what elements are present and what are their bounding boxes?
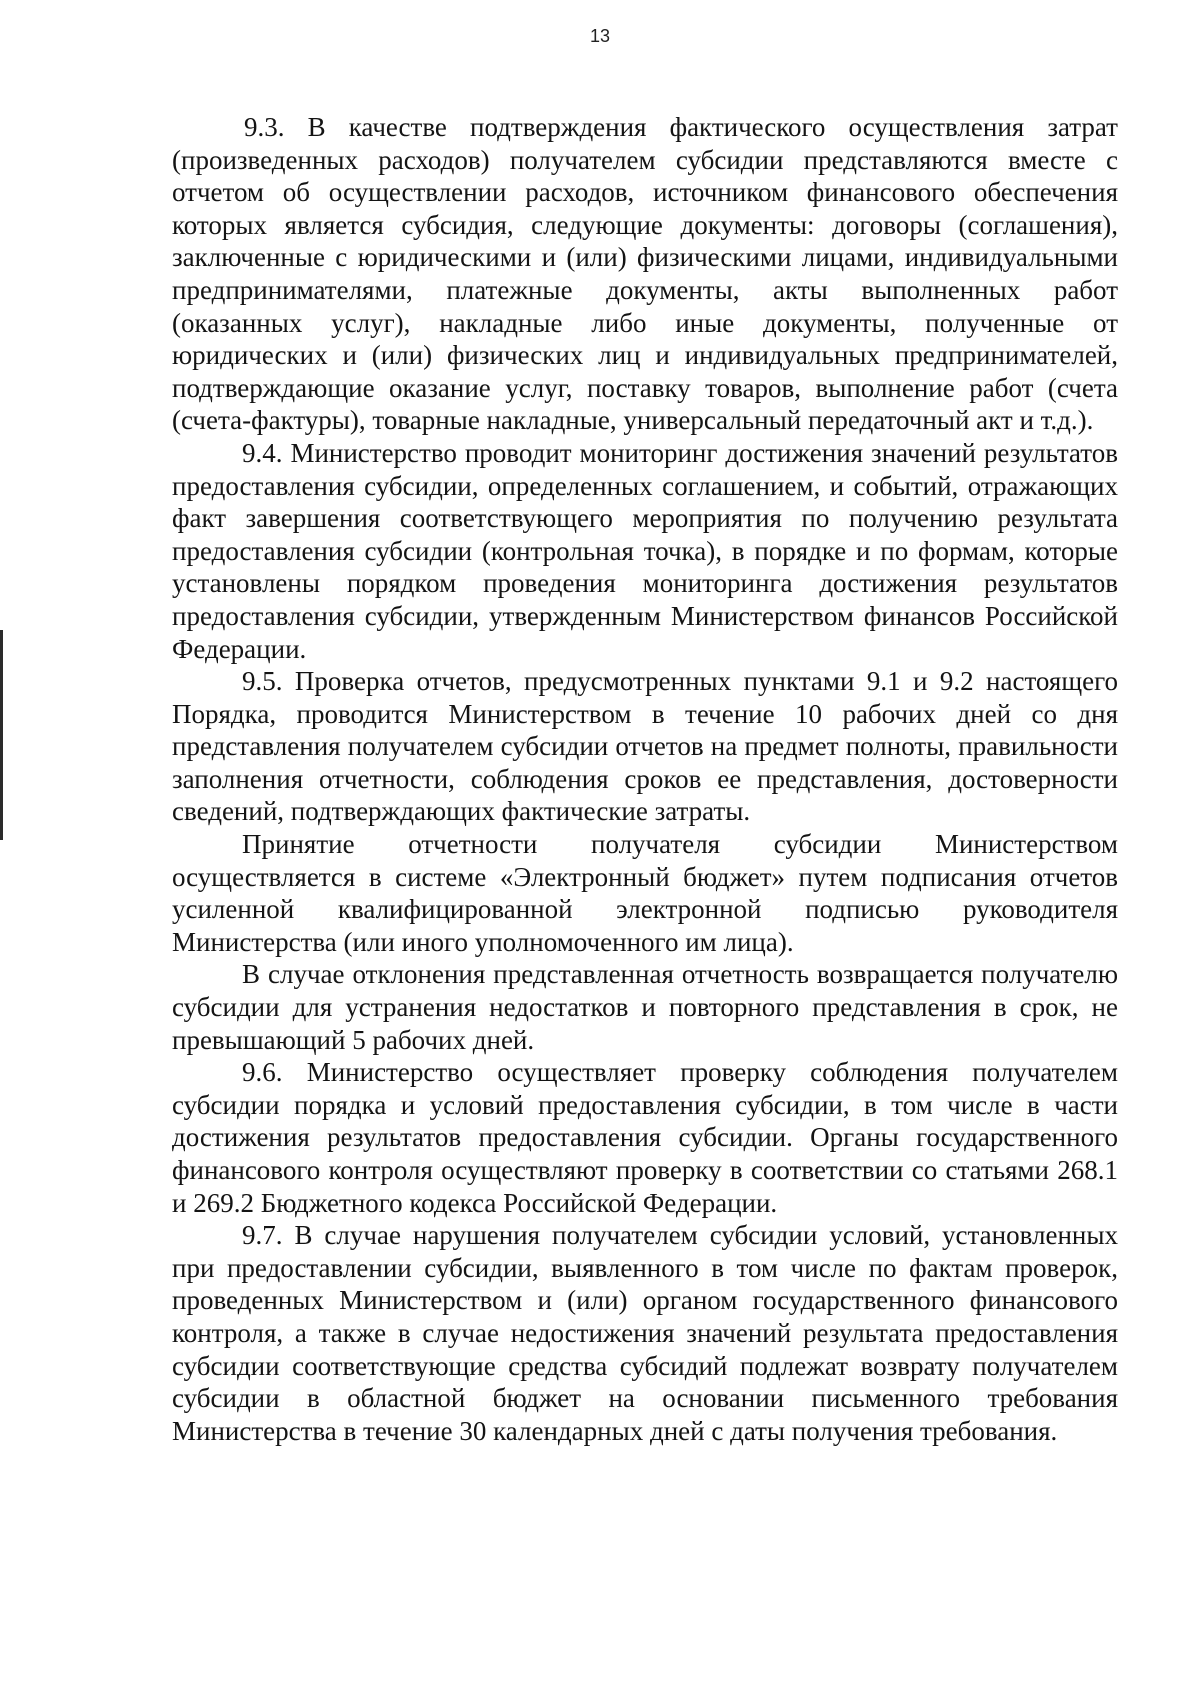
paragraph-9-4: 9.4. Министерство проводит мониторинг достижения значений результатов предоставления субсидии, определенных соглашением, и событий, отражающих факт завершения соответствующего мероприятия по получению результата предоставления субсидии (контрольная точка), в порядке и по формам, которые установлены порядком проведения мониторинга достижения результатов предоставления субсидии, утвержденным Министерством финансов Российской Федерации. — [172, 437, 1118, 664]
document-body — [172, 111, 1118, 1447]
paragraph-rejection: В случае отклонения представленная отчетность возвращается получателю субсидии для устранения недостатков и повторного представления в срок, не превышающий 5 рабочих дней. — [172, 959, 1118, 1055]
paragraph-9-3: 9.3. В качестве подтверждения фактического осуществления затрат (произведенных расходов) получателем субсидии представляются вместе с отчетом об осуществлении расходов, источником финансового обеспечения которых является субсидия, следующие документы: договоры (соглашения), заключенные с юридическими и (или) физическими лицами, индивидуальными предпринимателями, платежные документы, акты выполненных работ (оказанных услуг), накладные либо иные документы, полученные от юридических и (или) физических лиц и индивидуальных предпринимателей, подтверждающие оказание услуг, поставку товаров, выполнение работ (счета (счета-фактуры), товарные накладные, универсальный передаточный акт и т.д.). — [172, 112, 1118, 436]
paragraph-9-5: 9.5. Проверка отчетов, предусмотренных пунктами 9.1 и 9.2 настоящего Порядка, проводится Министерством в течение 10 рабочих дней со дня представления получателем субсидии отчетов на предмет полноты, правильности заполнения отчетности, соблюдения сроков ее представления, достоверности сведений, подтверждающих фактические затраты. — [172, 666, 1118, 827]
scan-edge-mark — [0, 630, 3, 840]
paragraph-acceptance: Принятие отчетности получателя субсидии Министерством осуществляется в системе «Электронный бюджет» путем подписания отчетов усиленной квалифицированной электронной подписью руководителя Министерства (или иного уполномоченного им лица). — [172, 829, 1118, 957]
page-number: 13 — [589, 26, 611, 46]
paragraph-9-6: 9.6. Министерство осуществляет проверку соблюдения получателем субсидии порядка и условий предоставления субсидии, в том числе в части достижения результатов предоставления субсидии. Органы государственного финансового контроля осуществляют проверку в соответствии со статьями 268.1 и 269.2 Бюджетного кодекса Российской Федерации. — [172, 1057, 1118, 1218]
paragraph-9-7: 9.7. В случае нарушения получателем субсидии условий, установленных при предоставлении субсидии, выявленного в том числе по фактам проверок, проведенных Министерством и (или) органом государственного финансового контроля, а также в случае недостижения значений результата предоставления субсидии соответствующие средства субсидий подлежат возврату получателем субсидии в областной бюджет на основании письменного требования Министерства в течение 30 календарных дней с даты получения требования. — [172, 1220, 1118, 1446]
